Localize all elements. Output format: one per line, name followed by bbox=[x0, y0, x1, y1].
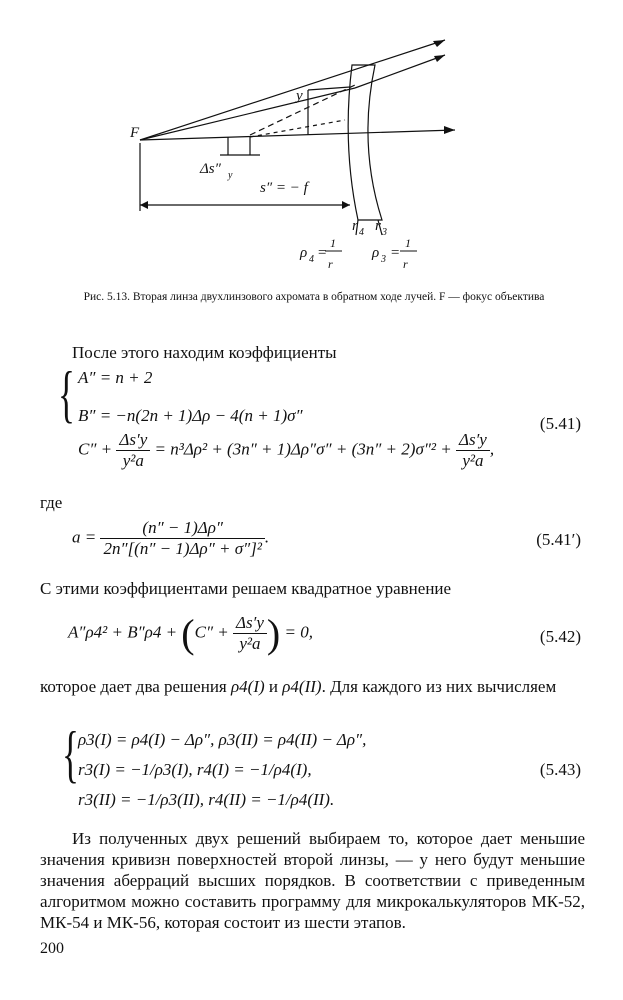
label-s-eq: s″ = − f bbox=[260, 180, 308, 196]
label-eq1: = bbox=[317, 245, 328, 261]
eq-542-in: C″ + bbox=[194, 622, 229, 642]
brace-543: { bbox=[62, 718, 79, 789]
optical-axis bbox=[140, 130, 455, 140]
eq-541p-lhs: a = bbox=[72, 527, 97, 547]
label-r3: r bbox=[375, 218, 381, 234]
frac-ds-3-den: y²a bbox=[239, 634, 261, 653]
label-r4-den: r bbox=[328, 257, 333, 271]
frac-a-den: 2n″[(n″ − 1)Δρ″ + σ″]² bbox=[103, 539, 262, 558]
eq-541-line1: A″ = n + 2 bbox=[78, 368, 153, 387]
frac-ds-2 bbox=[456, 430, 490, 471]
figure-caption: Рис. 5.13. Вторая линза двухлинзового ахромата в обратном ходе лучей. F — фокус объектива bbox=[83, 291, 545, 303]
ray-upper bbox=[140, 40, 445, 140]
label-delta-s-sub: y bbox=[228, 170, 233, 181]
frac-ds-1-num: Δs′y bbox=[116, 430, 150, 451]
eq-541p: a = $\frac{(n'' - 1)\Delta\rho''}{\text{2n″[(n″ − 1)Δρ″ + σ″]²}}$ . bbox=[72, 518, 270, 558]
eq-542: A″ρ4² + B″ρ4 + (C″ + $\frac{\Delta s'y}{\text{y²a}}$ ) = 0, bbox=[68, 611, 313, 656]
paragraph-4: Из полученных двух решений выбираем то, которое дает меньшие значения кривизн поверхностей второй линзы, — у него будут меньшие значения аберраций высших порядков. В соответствии с приведенным алгоритмом можно составить программу для микрокалькуляторов МК-52, МК-54 и МК-56, которая состоит из шести этапов. bbox=[40, 829, 585, 932]
eq-number-542: (5.42) bbox=[539, 627, 581, 646]
label-one-2: 1 bbox=[405, 236, 411, 250]
frac-a-num: (n″ − 1)Δρ″ bbox=[100, 518, 264, 539]
lens-ray-diagram bbox=[120, 25, 460, 275]
label-r3-den: r bbox=[403, 257, 408, 271]
eq-number-541p: (5.41′) bbox=[536, 530, 581, 549]
frac-ds-1-den: y²a bbox=[122, 451, 144, 470]
label-rho3: ρ bbox=[372, 245, 380, 261]
eq-541-c-left: C″ + bbox=[78, 439, 113, 459]
frac-ds-1 bbox=[116, 430, 150, 471]
frac-ds-3 bbox=[233, 613, 267, 654]
label-y: y bbox=[296, 88, 303, 104]
label-rho4-sub: 4 bbox=[309, 254, 314, 265]
label-r3-sub: 3 bbox=[382, 227, 387, 238]
eq-542-left: A″ρ4² + B″ρ4 + bbox=[68, 622, 178, 642]
brace-541: { bbox=[58, 358, 75, 429]
p3-c: . Для каждого из них вычисляем bbox=[321, 677, 557, 696]
eq-543-line2: r3(I) = −1/ρ3(I), r4(I) = −1/ρ4(I), bbox=[78, 760, 312, 779]
p3-a: которое дает два решения bbox=[40, 677, 227, 696]
page-number: 200 bbox=[40, 940, 64, 957]
label-r4-sub: 4 bbox=[359, 227, 364, 238]
eq-number-541: (5.41) bbox=[539, 414, 581, 433]
label-rho4: ρ bbox=[300, 245, 308, 261]
paragraph-1: После этого находим коэффициенты bbox=[72, 343, 337, 362]
eq-543-line3: r3(II) = −1/ρ3(II), r4(II) = −1/ρ4(II). bbox=[78, 790, 335, 809]
frac-ds-3-num: Δs′y bbox=[233, 613, 267, 634]
eq-541-line3: C″ + $\frac{\Delta s'y}{\text{y²a}}$ = n³Δρ² + (3n″ + 1)Δρ″σ″ + (3n″ + 2)σ″² + $\frac{\Delta s'y}{\text{y²a}}$ , bbox=[78, 430, 495, 470]
eq-541-line2: B″ = −n(2n + 1)Δρ − 4(n + 1)σ″ bbox=[78, 406, 303, 425]
paragraph-3 bbox=[40, 676, 585, 697]
eq-542-right: = 0, bbox=[284, 622, 313, 642]
frac-ds-2-num: Δs′y bbox=[456, 430, 490, 451]
frac-a bbox=[100, 518, 264, 559]
frac-ds-2-den: y²a bbox=[462, 451, 484, 470]
eq-number-543: (5.43) bbox=[539, 760, 581, 779]
label-one-1: 1 bbox=[330, 236, 336, 250]
eq-543-line1: ρ3(I) = ρ4(I) − Δρ″, ρ3(II) = ρ4(II) − Δρ″, bbox=[78, 730, 367, 749]
eq-541-c-mid: = n³Δρ² + (3n″ + 1)Δρ″σ″ + (3n″ + 2)σ″² + bbox=[154, 439, 452, 459]
ray-middle bbox=[140, 88, 355, 140]
label-rho3-sub: 3 bbox=[381, 254, 386, 265]
label-r4: r bbox=[352, 218, 358, 234]
paragraph-2: С этими коэффициентами решаем квадратное уравнение bbox=[40, 579, 452, 598]
sol-1: ρ4(I) bbox=[231, 677, 265, 696]
word-where: где bbox=[40, 493, 63, 512]
sol-2: ρ4(II) bbox=[282, 677, 322, 696]
p3-b: и bbox=[268, 677, 279, 696]
label-delta-s: Δs″ bbox=[200, 161, 221, 177]
label-F: F bbox=[130, 125, 140, 141]
label-eq2: = bbox=[390, 245, 401, 261]
